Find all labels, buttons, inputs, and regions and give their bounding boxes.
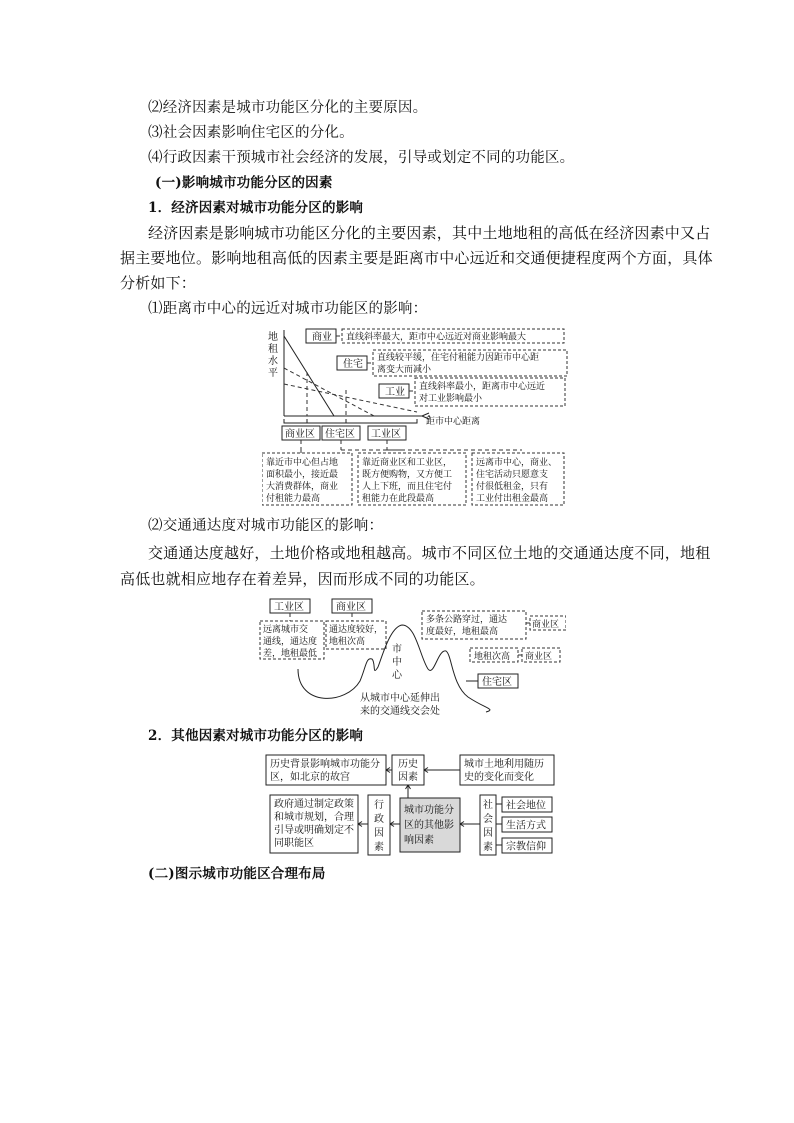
note-residence-text: 直线较平缓，住宅付租能力因距市中心距: [377, 353, 540, 363]
box-text: 引导或明确划定不: [274, 825, 354, 836]
section-heading-1: (一)影响城市功能分区的因素: [155, 175, 333, 191]
tag-text: 地租次高: [474, 652, 511, 662]
tag-text: 商业区: [525, 652, 553, 662]
subheading-economic: 1．经济因素对城市功能分区的影响: [148, 200, 364, 216]
label-residence-text: 住宅: [343, 359, 363, 370]
note-text: 通线，通达度: [263, 637, 318, 647]
explain-text: 靠近市中心但占地: [266, 458, 339, 468]
explain-text: 人上下班，而且住宅付: [362, 482, 453, 492]
tag-text: 住宅区: [482, 677, 512, 688]
intro-p2: ⑵经济因素是城市功能区分化的主要原因。: [148, 100, 428, 116]
box-text: 宗教信仰: [506, 841, 546, 853]
tag-commerce-left-text: 商业区: [336, 602, 366, 613]
x-axis-label: 距市中心距离: [426, 417, 481, 427]
explain-text: 远离市中心，商业、: [476, 458, 558, 468]
label-industry-text: 工业: [385, 387, 405, 398]
y-axis-label-char: 租: [268, 344, 278, 355]
item-distance: ⑴距离市中心的远近对城市功能区的影响：: [148, 301, 428, 317]
box-text: 历史: [398, 759, 418, 770]
paragraph-1-line-2: 据主要地位。影响地租高低的因素主要是距离市中心远近和交通便捷程度两个方面，具体: [120, 249, 713, 267]
explain-text: 面积最小，接近最: [266, 470, 339, 480]
zone-industry-text: 工业区: [371, 429, 401, 440]
note-text: 远离城市交: [263, 625, 309, 635]
box-text: 政: [374, 814, 384, 825]
box-text: 区的其他影: [404, 820, 454, 831]
box-text: 社会地位: [506, 800, 546, 812]
box-text: 响因素: [404, 835, 434, 846]
box-text: 历史背景影响城市功能分: [270, 759, 380, 770]
note-residence-text: 离变大而减小: [377, 365, 432, 375]
explain-text: 付租能力最高: [266, 494, 321, 504]
explain-text: 既方便购物，又方便工: [362, 470, 453, 480]
box-text: 同职能区: [274, 838, 314, 849]
label-commerce-text: 商业: [312, 332, 332, 343]
item-traffic: ⑵交通通达度对城市功能区的影响：: [148, 518, 384, 534]
bottom-note: 从城市中心延伸出: [360, 693, 440, 704]
box-text: 社: [483, 800, 493, 811]
explain-text: 租能力在此段最高: [362, 494, 435, 504]
note-text: 差，地租最低: [263, 649, 318, 659]
box-text: 因: [374, 828, 384, 839]
intro-p3: ⑶社会因素影响住宅区的分化。: [148, 125, 354, 141]
box-text: 因素: [398, 772, 418, 783]
center-label: 心: [392, 670, 402, 681]
box-text: 行: [374, 800, 384, 811]
note-text: 通达度较好，: [329, 625, 384, 635]
note-industry-text: 对工业影响最小: [419, 394, 483, 404]
commerce-line: [284, 336, 334, 416]
note-industry-text: 直线斜率最小，距离市中心远近: [419, 382, 546, 392]
box-text: 因: [483, 828, 493, 839]
y-axis-label-char: 水: [268, 356, 278, 367]
note-commerce-text: 直线斜率最大，距市中心远近对商业影响最大: [346, 332, 527, 343]
box-text: 和城市规划，合理: [274, 812, 354, 823]
note-text: 度最好，地租最高: [426, 627, 499, 637]
box-text: 城市土地利用随历: [464, 759, 544, 770]
box-text: 素: [483, 842, 493, 853]
explain-text: 住宅活动只愿意支: [476, 470, 549, 480]
box-text: 城市功能分: [404, 805, 454, 816]
explain-text: 工业付出租金最高: [476, 494, 549, 504]
box-text: 会: [483, 814, 493, 825]
box-text: 生活方式: [506, 820, 546, 832]
zone-commerce-text: 商业区: [285, 429, 315, 440]
paragraph-1-line-3: 分析如下：: [120, 274, 197, 292]
bottom-note: 来的交通线交会处: [360, 706, 440, 717]
zone-residence-text: 住宅区: [325, 429, 355, 440]
box-text: 素: [374, 842, 384, 853]
note-text: 多条公路穿过，通达: [426, 615, 508, 625]
subheading-other: 2．其他因素对城市功能分区的影响: [148, 728, 364, 744]
box-text: 区，如北京的故宫: [270, 772, 350, 783]
explain-text: 大消费群体，商业: [266, 482, 339, 492]
y-axis-label-char: 平: [268, 368, 278, 379]
tag-industry-text: 工业区: [274, 602, 304, 613]
explain-text: 付很低租金，只有: [476, 482, 549, 492]
center-label: 中: [392, 657, 402, 668]
figure-other-factors: [256, 752, 556, 858]
paragraph-2-line-1: 交通通达度越好，土地价格或地租越高。城市不同区位土地的交通通达度不同，地租: [148, 544, 711, 562]
box-text: 政府通过制定政策: [274, 799, 354, 810]
tag-text: 商业区: [532, 620, 560, 630]
section-heading-2: (二)图示城市功能区合理布局: [148, 866, 326, 882]
box-text: 史的变化而变化: [464, 772, 534, 783]
figure-distance-rent: [262, 326, 592, 506]
figure-traffic-rent: [256, 597, 566, 717]
intro-p4: ⑷行政因素干预城市社会经济的发展，引导或划定不同的功能区。: [148, 150, 575, 166]
explain-text: 靠近商业区和工业区，: [362, 458, 453, 468]
paragraph-1-line-1: 经济因素是影响城市功能区分化的主要因素，其中土地地租的高低在经济因素中又占: [148, 224, 711, 242]
center-label: 市: [392, 644, 402, 655]
paragraph-2-line-2: 高低也就相应地存在着差异，因而形成不同的功能区。: [120, 570, 485, 588]
note-text: 地租次高: [329, 637, 366, 647]
y-axis-label-char: 地: [268, 332, 278, 343]
